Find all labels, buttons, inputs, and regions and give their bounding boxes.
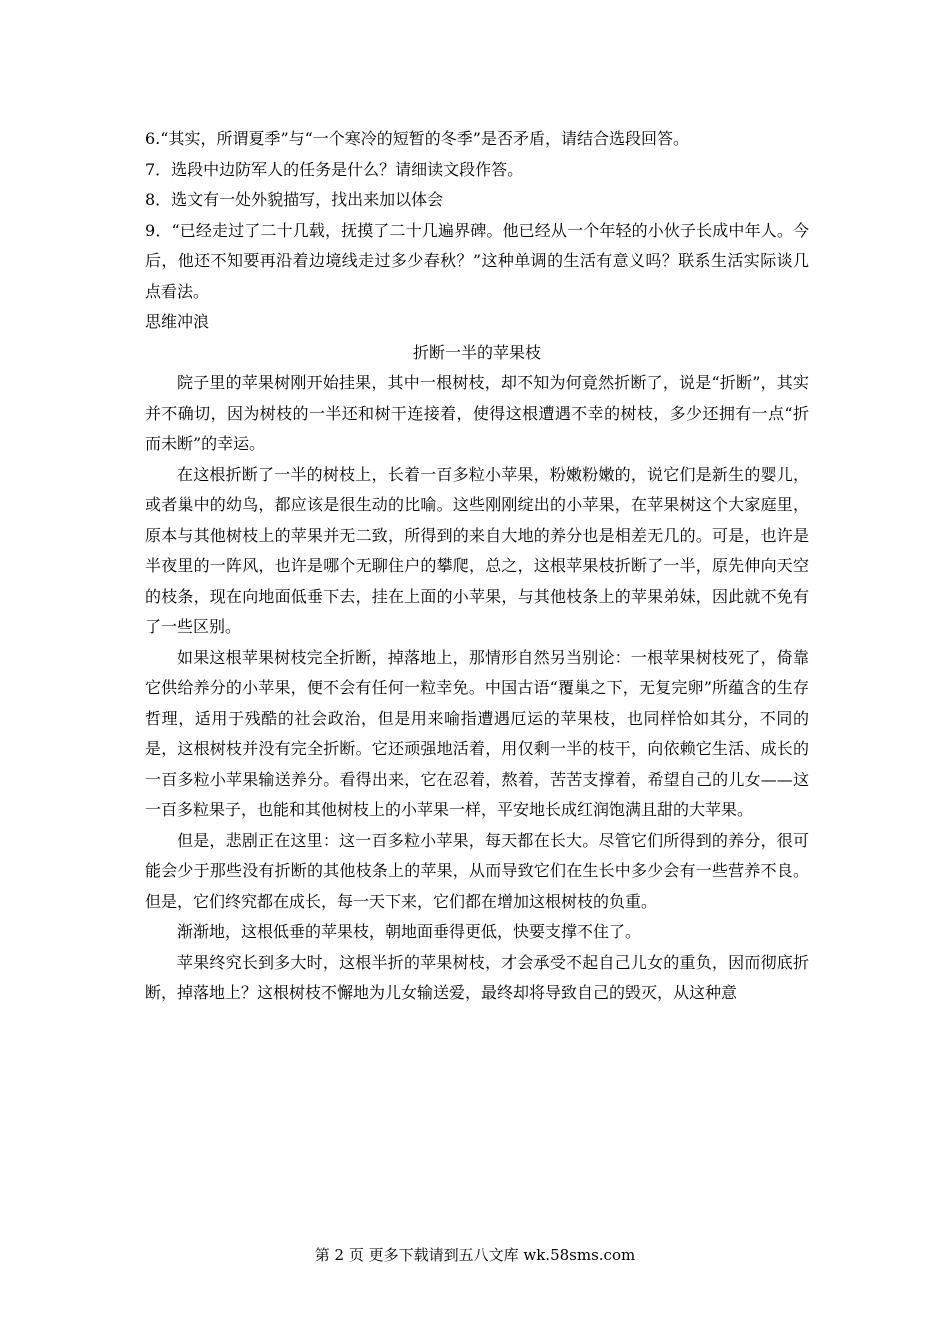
page-footer: 第 2 页 更多下载请到五八文库 wk.58sms.com	[314, 1246, 636, 1264]
article-paragraph-2: 在这根折断了一半的树枝上，长着一百多粒小苹果，粉嫩粉嫩的，说它们是新生的婴儿，或者巢中的幼鸟，都应该是很生动的比喻。这些刚刚绽出的小苹果，在苹果树这个大家庭里，原本与其他树枝上的苹果并无二致，所得到的来自大地的养分也是相差无几的。可是，也许是半夜里的一阵风，也许是哪个无聊住户的攀爬，总之，这根苹果枝折断了一半，原先伸向天空的枝条，现在向地面低垂下去，挂在上面的小苹果，与其他枝条上的苹果弟妹，因此就不免有了一些区别。	[145, 464, 809, 636]
article-paragraph-3: 如果这根苹果树枝完全折断，掉落地上，那情形自然另当别论：一根苹果树枝死了，倚靠它供给养分的小苹果，便不会有任何一粒幸免。中国古语“覆巢之下，无复完卵”所蕴含的生存哲理，适用于残酷的社会政治，但是用来喻指遭遇厄运的苹果枝，也同样恰如其分，不同的是，这根树枝并没有完全折断。它还顽强地活着，用仅剩一半的枝干，向依赖它生活、成长的一百多粒小苹果输送养分。看得出来，它在忍着，熬着，苦苦支撑着，希望自己的儿女——这一百多粒果子，也能和其他树枝上的小苹果一样，平安地长成红润饱满且甜的大苹果。	[145, 647, 809, 819]
section-label: 思维冲浪	[145, 312, 210, 331]
article-title: 折断一半的苹果枝	[412, 342, 541, 362]
page-content	[145, 124, 809, 1009]
article-paragraph-4: 但是，悲剧正在这里：这一百多粒小苹果，每天都在长大。尽管它们所得到的养分，很可能会少于那些没有折断的其他枝条上的苹果，从而导致它们在生长中多少会有一些营养不良。但是，它们终究都在成长，每一天下来，它们都在增加这根树枝的负重。	[145, 830, 809, 911]
article-paragraph-6: 苹果终究长到多大时，这根半折的苹果树枝，才会承受不起自己儿女的重负，因而彻底折断，掉落地上？这根树枝不懈地为儿女输送爱，最终却将导致自己的毁灭，从这种意	[145, 952, 809, 1002]
question-7: 7．选段中边防军人的任务是什么？请细读文段作答。	[145, 159, 524, 179]
article-paragraph-5: 渐渐地，这根低垂的苹果枝，朝地面垂得更低，快要支撑不住了。	[177, 922, 642, 941]
question-6: 6.“其实，所谓夏季”与“一个寒冷的短暂的冬季”是否矛盾，请结合选段回答。	[145, 129, 689, 148]
article-paragraph-1: 院子里的苹果树刚开始挂果，其中一根树枝，却不知为何竟然折断了，说是“折断”，其实并不确切，因为树枝的一半还和树干连接着，使得这根遭遇不幸的树枝，多少还拥有一点“折而未断”的幸运。	[145, 373, 809, 453]
question-8: 8．选文有一处外貌描写，找出来加以体会	[145, 190, 444, 209]
question-9: 9．“已经走过了二十几载，抚摸了二十几遍界碑。他已经从一个年轻的小伙子长成中年人。今后，他还不知要再沿着边境线走过多少春秋？”这种单调的生活有意义吗？联系生活实际谈几点看法。	[145, 220, 809, 301]
